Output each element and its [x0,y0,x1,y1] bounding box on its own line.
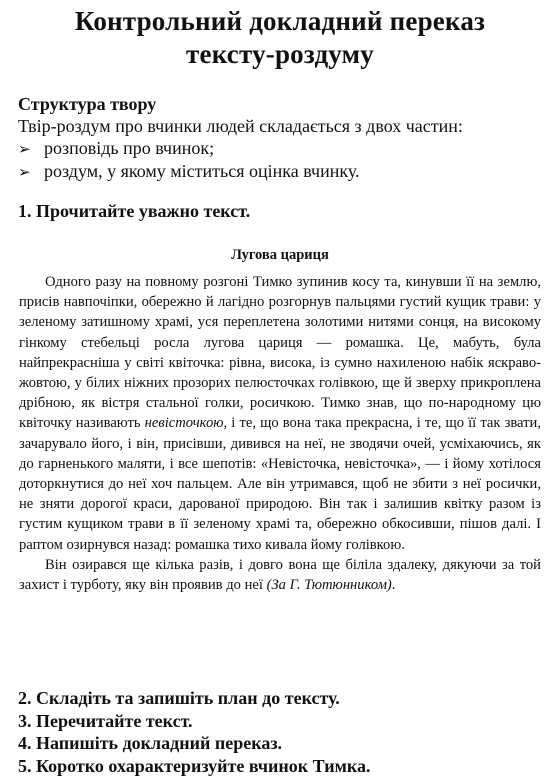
text-paragraph-1 [19,272,541,555]
paragraph-text: . [391,577,396,594]
reading-text [18,245,542,595]
bullet-item [18,137,542,160]
task-1: 1. Прочитайте уважно текст. [18,201,251,221]
page-title [18,5,542,71]
bullet-text: розповідь про вчинок; [44,138,215,158]
structure-intro: Твір-роздум про вчинки людей складається з двох частин: [18,116,463,136]
paragraph-text: Він озирався ще кілька разів, і довго вона ще біліла здалеку, дякуючи за той захист і турботу, яку він проявив до неї [19,556,541,594]
structure-heading: Структура твору [18,94,157,114]
bullet-item [18,160,542,183]
arrow-bullet-icon: ➢ [18,140,31,158]
structure-bullet-list [18,137,542,183]
arrow-bullet-icon: ➢ [18,163,31,181]
task-list [18,687,370,777]
task-5: 5. Коротко охарактеризуйте вчинок Тимка. [18,755,371,776]
paragraph-text: Одного разу на повному розгоні Тимко зупинив косу та, кинувши її на землю, присів навпочіпки, обережно й лагідно розгорнув пальцями густий кущик трави: у зеленому затишному храмі, уся переплетена золотими нитями сонця, на високому гінкому стебельці росла лугова цариця — ромашка. Це, мабуть, була найпрекрасніша у світі квіточка: рівна, висока, із сумно нахиленою набік яскраво-жовтою, у білих ніжних прозорих пелюсточках голівкою, ще й зверху прикроплена дрібною, як вістря стальної голки, росичкою. Тимко знав, що по-народному цю квіточку називають [19,274,541,432]
task-3: 3. Перечитайте текст. [18,710,193,731]
italic-word: невісточкою [144,415,224,432]
paragraph-text: , і те, що вона така прекрасна, і те, що її так звати, зачарувало його, і він, присівши, дивився на неї, не зводячи очей, усміхаючись, як до гарненького маляти, і все шепотів: «Невісточка, невісточка», — і йому хотілося доторкнутися до неї хоч пальцем. Але він утримався, щоб не збити з неї росички, не зняти дорогої краси, дарованої природою. Він так і залишив квітку разом із густим кущиком трави в її зеленому храмі та, обережно обкосивши, пішов далі. І раптом озирнувся назад: ромашка тихо кивала йому голівкою. [19,415,541,553]
title-line-1: Контрольний докладний переказ [74,6,486,36]
document-page [0,5,560,782]
source-attribution: (За Г. Тютюнником) [266,577,392,594]
bullet-text: роздум, у якому міститься оцінка вчинку. [44,161,360,181]
text-title: Лугова цариця [231,247,329,263]
title-line-2: тексту-роздуму [186,39,374,69]
task-4: 4. Напишіть докладний переказ. [18,733,283,753]
text-paragraph-2 [19,555,541,595]
task-2: 2. Складіть та запишіть план до тексту. [18,688,340,708]
